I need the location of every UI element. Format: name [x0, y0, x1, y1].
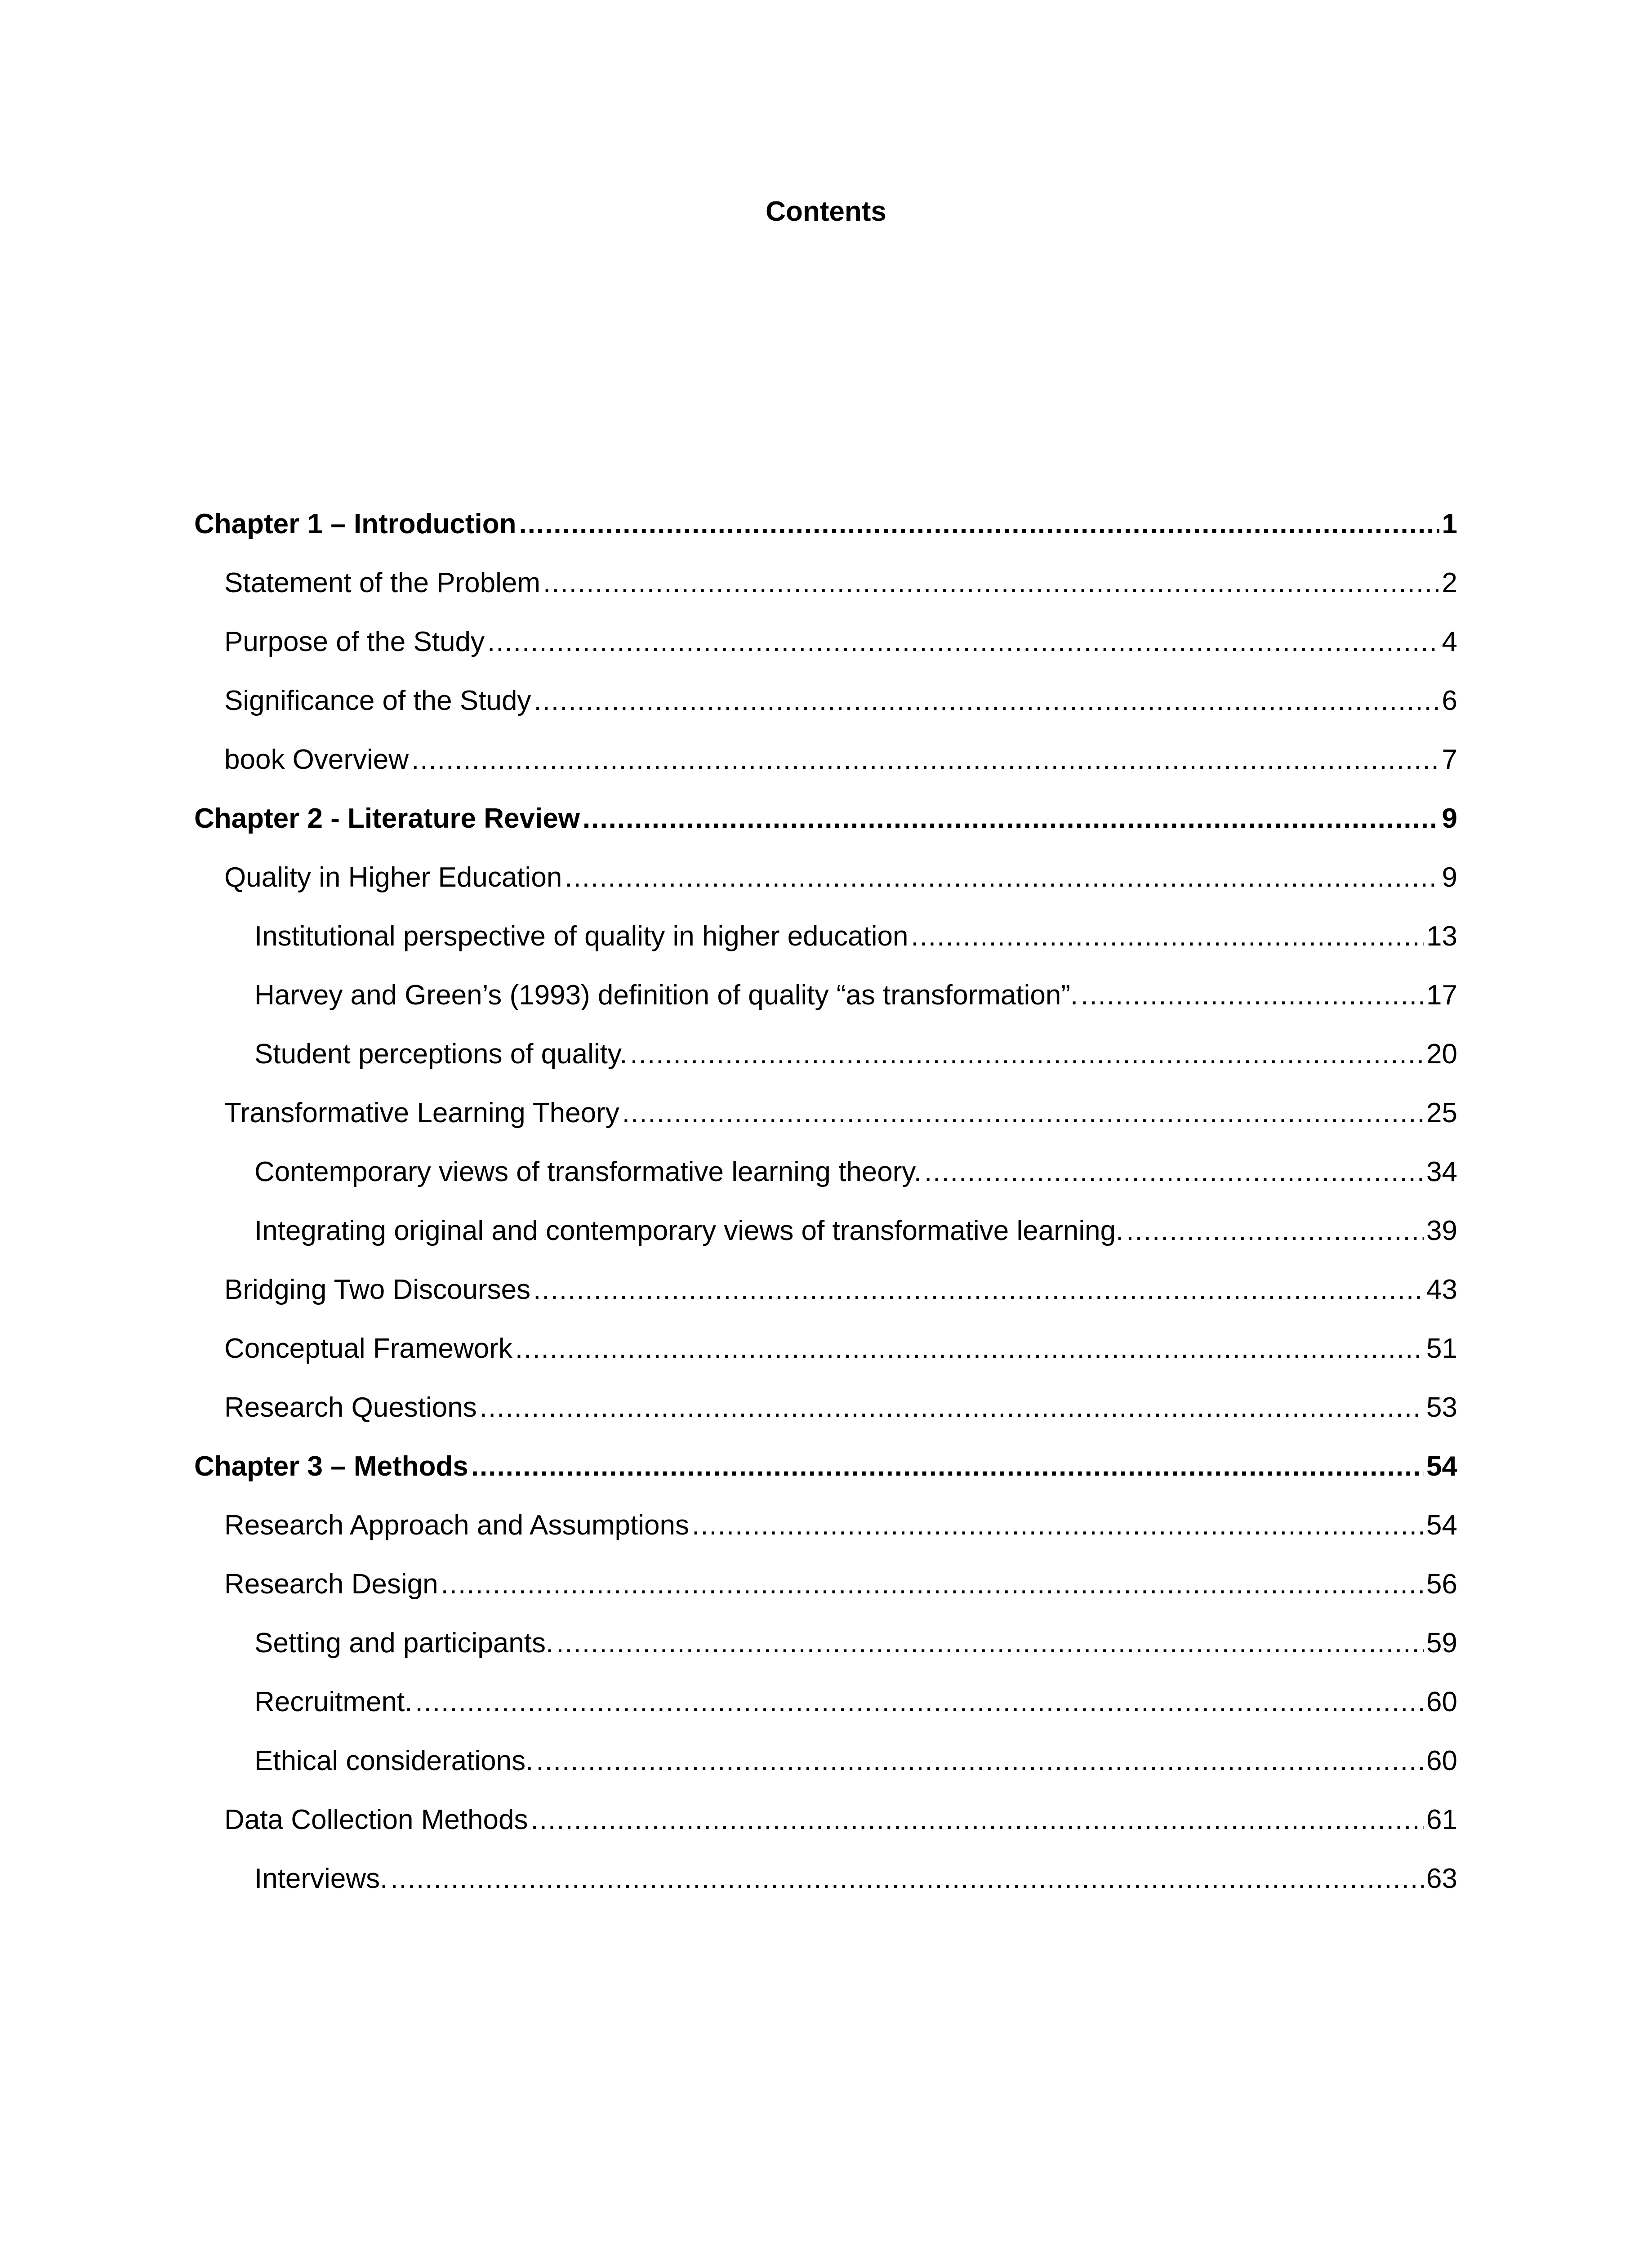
toc-entry-page-number: 9 — [1442, 805, 1457, 834]
toc-entry-title: Harvey and Green’s (1993) definition of quality “as transformation”. — [254, 981, 1078, 1011]
toc-chapter-entry[interactable] — [194, 805, 1457, 864]
toc-entry-page-number: 13 — [1426, 923, 1457, 952]
toc-entry-title: Contemporary views of transformative learning theory. — [254, 1158, 922, 1187]
toc-entry-page-number: 60 — [1426, 1688, 1457, 1717]
dot-leader — [471, 1453, 1424, 1481]
toc-entry-title: Ethical considerations. — [254, 1747, 534, 1776]
dot-leader — [692, 1512, 1424, 1539]
toc-entry-page-number: 63 — [1426, 1865, 1457, 1894]
toc-entry-title: Bridging Two Discourses — [224, 1276, 531, 1305]
toc-entry-title: Significance of the Study — [224, 687, 531, 716]
dot-leader — [533, 1276, 1424, 1304]
dot-leader — [480, 1394, 1424, 1422]
toc-entry[interactable] — [194, 1217, 1457, 1276]
toc-entry-page-number: 9 — [1442, 864, 1457, 893]
table-of-contents — [194, 510, 1457, 1924]
toc-entry[interactable] — [194, 1629, 1457, 1688]
toc-entry-page-number: 54 — [1426, 1453, 1457, 1482]
toc-entry-page-number: 7 — [1442, 746, 1457, 775]
toc-entry-title: Purpose of the Study — [224, 628, 485, 657]
toc-entry-page-number: 25 — [1426, 1099, 1457, 1128]
toc-entry-page-number: 60 — [1426, 1747, 1457, 1776]
toc-entry-title: Conceptual Framework — [224, 1335, 512, 1364]
dot-leader — [390, 1865, 1424, 1893]
dot-leader — [543, 569, 1439, 597]
toc-entry[interactable] — [194, 1276, 1457, 1335]
toc-entry-page-number: 34 — [1426, 1158, 1457, 1187]
toc-entry-page-number: 61 — [1426, 1806, 1457, 1835]
toc-entry-title: Interviews. — [254, 1865, 388, 1894]
toc-entry-title: Research Approach and Assumptions — [224, 1512, 689, 1541]
toc-entry-page-number: 54 — [1426, 1512, 1457, 1541]
toc-entry[interactable] — [194, 1865, 1457, 1924]
toc-entry[interactable] — [194, 1570, 1457, 1629]
toc-entry-title: Setting and participants. — [254, 1629, 554, 1659]
toc-entry-page-number: 51 — [1426, 1335, 1457, 1364]
dot-leader — [441, 1570, 1424, 1598]
toc-entry[interactable] — [194, 569, 1457, 628]
toc-entry-page-number: 53 — [1426, 1394, 1457, 1423]
dot-leader — [583, 805, 1439, 833]
toc-entry[interactable] — [194, 1040, 1457, 1099]
dot-leader — [515, 1335, 1424, 1363]
dot-leader — [924, 1158, 1424, 1186]
toc-entry-title: Student perceptions of quality. — [254, 1040, 628, 1070]
toc-entry[interactable] — [194, 687, 1457, 746]
toc-entry-title: Research Design — [224, 1570, 438, 1600]
dot-leader — [411, 746, 1439, 774]
toc-entry-title: Chapter 2 - Literature Review — [194, 805, 580, 834]
toc-entry-title: Chapter 3 – Methods — [194, 1453, 468, 1482]
toc-entry-title: Data Collection Methods — [224, 1806, 528, 1835]
toc-entry[interactable] — [194, 1158, 1457, 1217]
dot-leader — [565, 864, 1439, 892]
toc-entry-page-number: 59 — [1426, 1629, 1457, 1659]
dot-leader — [556, 1629, 1424, 1657]
toc-chapter-entry[interactable] — [194, 1453, 1457, 1512]
toc-entry-title: book Overview — [224, 746, 409, 775]
toc-entry-title: Quality in Higher Education — [224, 864, 562, 893]
toc-entry[interactable] — [194, 746, 1457, 805]
toc-entry-title: Integrating original and contemporary views of transformative learning. — [254, 1217, 1124, 1246]
toc-entry-page-number: 39 — [1426, 1217, 1457, 1246]
toc-entry[interactable] — [194, 1806, 1457, 1865]
dot-leader — [519, 510, 1439, 538]
dot-leader — [1081, 981, 1424, 1009]
toc-chapter-entry[interactable] — [194, 510, 1457, 569]
toc-entry-page-number: 6 — [1442, 687, 1457, 716]
toc-entry[interactable] — [194, 1394, 1457, 1453]
dot-leader — [911, 923, 1424, 950]
toc-entry[interactable] — [194, 1512, 1457, 1570]
toc-entry-title: Chapter 1 – Introduction — [194, 510, 517, 540]
toc-entry-page-number: 1 — [1442, 510, 1457, 540]
toc-entry-page-number: 4 — [1442, 628, 1457, 657]
toc-entry[interactable] — [194, 923, 1457, 981]
toc-entry[interactable] — [194, 1747, 1457, 1806]
toc-entry[interactable] — [194, 1099, 1457, 1158]
dot-leader — [536, 1747, 1424, 1775]
toc-entry-page-number: 20 — [1426, 1040, 1457, 1070]
dot-leader — [1126, 1217, 1424, 1245]
dot-leader — [534, 687, 1439, 715]
dot-leader — [630, 1040, 1424, 1068]
toc-entry[interactable] — [194, 864, 1457, 923]
toc-entry[interactable] — [194, 1335, 1457, 1394]
toc-entry-page-number: 56 — [1426, 1570, 1457, 1600]
toc-entry[interactable] — [194, 628, 1457, 687]
dot-leader — [487, 628, 1439, 656]
toc-entry-title: Research Questions — [224, 1394, 477, 1423]
toc-entry-page-number: 2 — [1442, 569, 1457, 598]
toc-entry-title: Transformative Learning Theory — [224, 1099, 619, 1128]
dot-leader — [415, 1688, 1424, 1716]
toc-entry-title: Institutional perspective of quality in higher education — [254, 923, 908, 952]
toc-entry-page-number: 17 — [1426, 981, 1457, 1011]
toc-heading: Contents — [766, 196, 886, 227]
toc-entry[interactable] — [194, 981, 1457, 1040]
toc-entry[interactable] — [194, 1688, 1457, 1747]
dot-leader — [622, 1099, 1424, 1127]
dot-leader — [530, 1806, 1424, 1834]
toc-entry-page-number: 43 — [1426, 1276, 1457, 1305]
toc-entry-title: Recruitment. — [254, 1688, 413, 1717]
toc-entry-title: Statement of the Problem — [224, 569, 541, 598]
